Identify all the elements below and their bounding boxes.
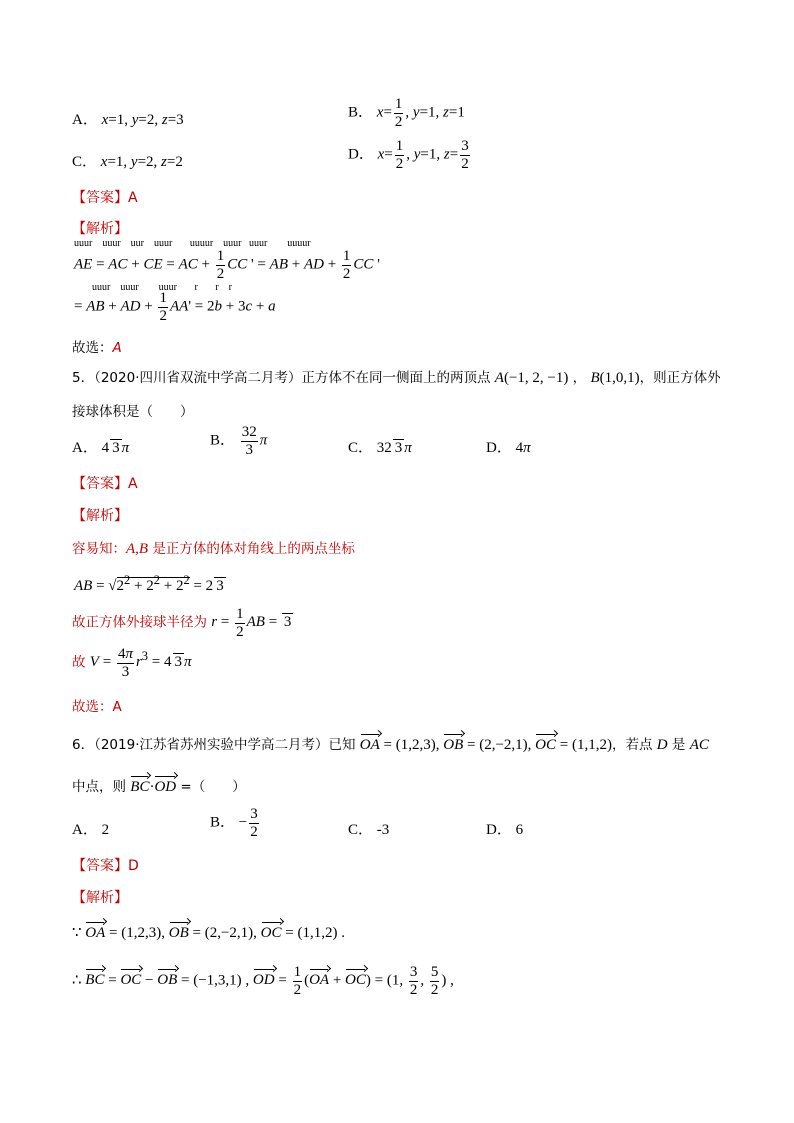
q5-stem-line-2: 接球体积是（ ） bbox=[72, 404, 194, 420]
q5-solution-line-2: AB = $√2^2 + 2^2 + 2^2 = 2$ 3 bbox=[74, 573, 224, 594]
q6-analysis-label: 【解析】 bbox=[72, 890, 128, 906]
q4-option-a: A． x=1, y=2, z=3 bbox=[72, 112, 184, 128]
q6-option-c: C． -3 bbox=[348, 822, 390, 838]
q4-option-c: C． x=1, y=2, z=2 bbox=[72, 154, 183, 170]
q6-solution-line-1: ∵ OA = (1,2,3), OB = (2,−2,1), OC = (1,1,2) . bbox=[72, 925, 345, 941]
q6-answer-label: 【答案】D bbox=[72, 858, 139, 874]
q5-solution-line-4: 故 V = $\frac{4\pi}{3}$ $r^3 = 4$ 3 π bbox=[72, 646, 192, 680]
q6-stem-line-1: 6．（2019·江苏省苏州实验中学高二月考）已知 OA = (1,2,3), OB = (2,−2,1), OC = (1,1,2)，若点 D 是 AC bbox=[72, 737, 709, 753]
q6-option-b: B． − $\frac{3}{2}$ bbox=[210, 806, 258, 840]
q6-option-a: A． 2 bbox=[72, 822, 110, 838]
q4-work-line-1: uuur uuur uur uuur uuuur uuur uuur uuuur AE = AC + CE = AC + $\frac{1}{2}$ CC ' = AB + AD + $\frac{1}{2}$ CC ' bbox=[74, 238, 380, 282]
q4-analysis-label: 【解析】 bbox=[72, 221, 128, 237]
q5-option-c: C． 32 3 π bbox=[348, 440, 412, 456]
q4-answer-label: 【答案】A bbox=[72, 190, 138, 206]
q5-choose: 故选：A bbox=[72, 699, 122, 715]
q4-option-d: D． x= $\frac{1}{2}$ , y=1, z= $\frac{3}{2}$ bbox=[348, 138, 469, 172]
q6-stem-line-2: 中点，则 BC·OD =（ ） bbox=[72, 779, 246, 795]
q5-option-a: A． 4 3 π bbox=[72, 440, 130, 456]
q4-work-line-2: uuur uuur uuur r r r = AB + AD + $\frac{1}{2}$ AA' = 2b + 3c + a bbox=[74, 282, 276, 324]
q5-stem-line-1: 5．（2020·四川省双流中学高二月考）正方体不在同一侧面上的两顶点 A(−1, 2, −1) ， B(1,0,1)，则正方体外 bbox=[72, 370, 721, 386]
q5-solution-line-1: 容易知：A,B 是正方体的体对角线上的两点坐标 bbox=[72, 541, 355, 557]
q6-option-d: D． 6 bbox=[486, 822, 524, 838]
q6-solution-line-2: ∴ BC = OC − OB = (−1,3,1) , OD = $\frac{1}{2}$ (OA + OC) = (1, $\frac{3}{2}$ , $\frac{5}{2}$ ) , bbox=[72, 964, 454, 998]
q5-option-b: B． $\frac{32}{3}$ π bbox=[210, 424, 268, 458]
q5-analysis-label: 【解析】 bbox=[72, 508, 128, 524]
q5-answer-label: 【答案】A bbox=[72, 476, 138, 492]
q4-option-b: B． x= $\frac{1}{2}$ , y=1, z=1 bbox=[348, 96, 465, 130]
q5-option-d: D． 4π bbox=[486, 440, 531, 456]
q5-solution-line-3: 故正方体外接球半径为 r = $\frac{1}{2}$ AB = 3 bbox=[72, 606, 292, 640]
q4-choose: 故选：A bbox=[72, 340, 122, 356]
